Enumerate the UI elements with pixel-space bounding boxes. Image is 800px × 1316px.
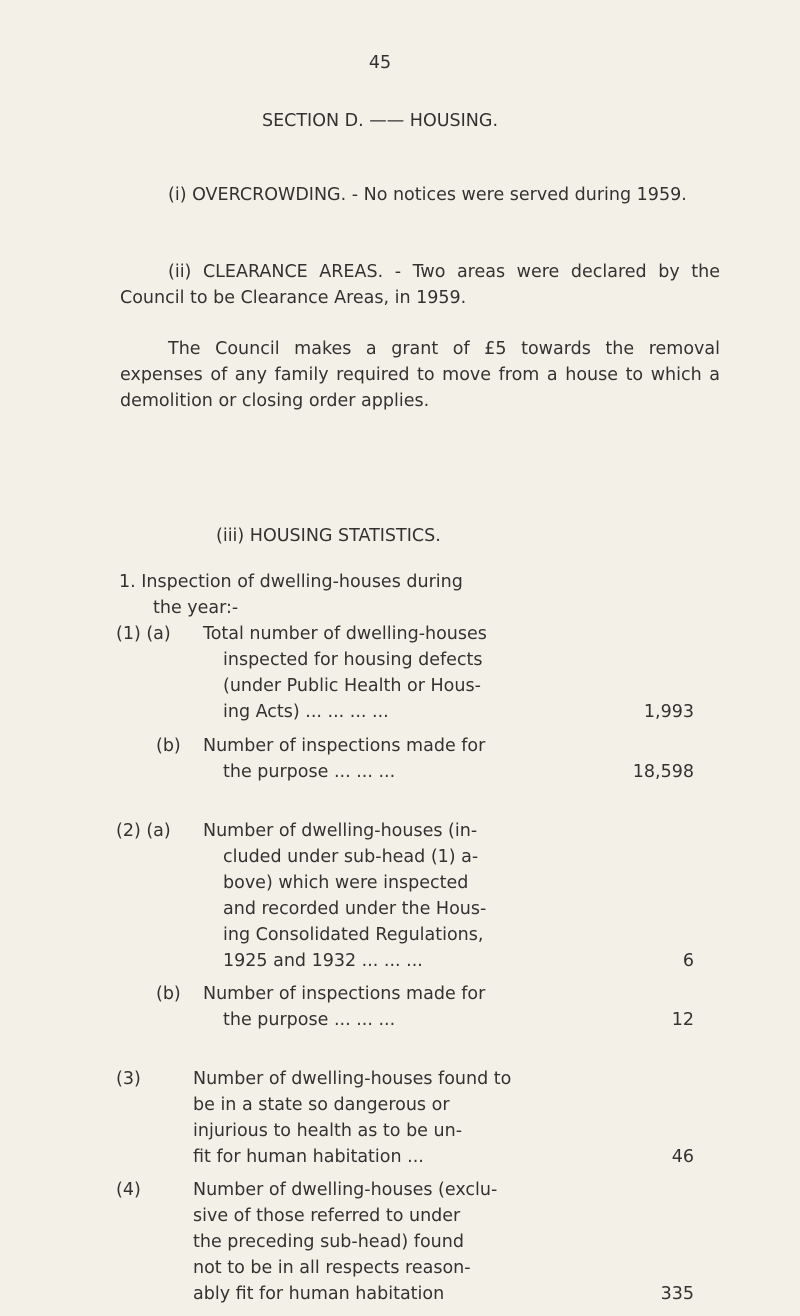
grant-paragraph: The Council makes a grant of £5 towards the removal expenses of any family required to move from a house to which a demolition or closing order applies. <box>120 339 720 411</box>
entry-text-line: 1925 and 1932 ... ... ... <box>223 951 423 971</box>
entry-text-line: Total number of dwelling-houses <box>203 624 487 644</box>
entry-text-line: Number of dwelling-houses (in- <box>203 821 478 841</box>
entry-text-line: ably fit for human habitation <box>193 1284 445 1304</box>
statistics-heading: (iii) HOUSING STATISTICS. <box>216 526 441 546</box>
entry-text-line: inspected for housing defects <box>223 650 483 670</box>
entry-text-line: Number of dwelling-houses found to <box>193 1069 512 1089</box>
entry-text-line: bove) which were inspected <box>223 873 469 893</box>
entry-text-line: ing Consolidated Regulations, <box>223 925 484 945</box>
overcrowding-paragraph: (i) OVERCROWDING. - No notices were served during 1959. <box>168 185 687 205</box>
entry-value: 18,598 <box>632 762 694 782</box>
entry-text-line: Number of inspections made for <box>203 736 486 756</box>
entry-label: (b) <box>156 736 181 756</box>
entry-text-line: the purpose ... ... ... <box>223 762 396 782</box>
entry-label: (3) <box>116 1069 141 1089</box>
entry-text-line: the purpose ... ... ... <box>223 1010 396 1030</box>
entry-text-line: Number of inspections made for <box>203 984 486 1004</box>
entry-value: 335 <box>660 1284 694 1304</box>
entry-text-line: injurious to health as to be un- <box>193 1121 463 1141</box>
entry-value: 12 <box>671 1010 694 1030</box>
item1-line2: the year:- <box>153 598 239 618</box>
entry-value: 1,993 <box>643 702 694 722</box>
entry-label: (1) (a) <box>116 624 171 644</box>
entry-text-line: not to be in all respects reason- <box>193 1258 471 1278</box>
entry-text-line: ing Acts) ... ... ... ... <box>223 702 389 722</box>
entry-label: (b) <box>156 984 181 1004</box>
entry-label: (4) <box>116 1180 141 1200</box>
entry-value: 6 <box>682 951 694 971</box>
entry-text-line: Number of dwelling-houses (exclu- <box>193 1180 498 1200</box>
entry-text-line: cluded under sub-head (1) a- <box>223 847 479 867</box>
entry-text-line: be in a state so dangerous or <box>193 1095 450 1115</box>
section-title: SECTION D. —— HOUSING. <box>261 111 499 131</box>
entry-text-line: the preceding sub-head) found <box>193 1232 464 1252</box>
clearance-paragraph: (ii) CLEARANCE AREAS. - Two areas were declared by the Council to be Clearance Areas, in 1959. <box>120 262 720 308</box>
entry-text-line: (under Public Health or Hous- <box>223 676 481 696</box>
entry-label: (2) (a) <box>116 821 171 841</box>
entry-text-line: fit for human habitation ... <box>193 1147 424 1167</box>
entry-text-line: sive of those referred to under <box>193 1206 461 1226</box>
entry-value: 46 <box>671 1147 694 1167</box>
item1-line1: 1. Inspection of dwelling-houses during <box>119 572 463 592</box>
page-number: 45 <box>368 53 392 73</box>
entry-text-line: and recorded under the Hous- <box>223 899 487 919</box>
